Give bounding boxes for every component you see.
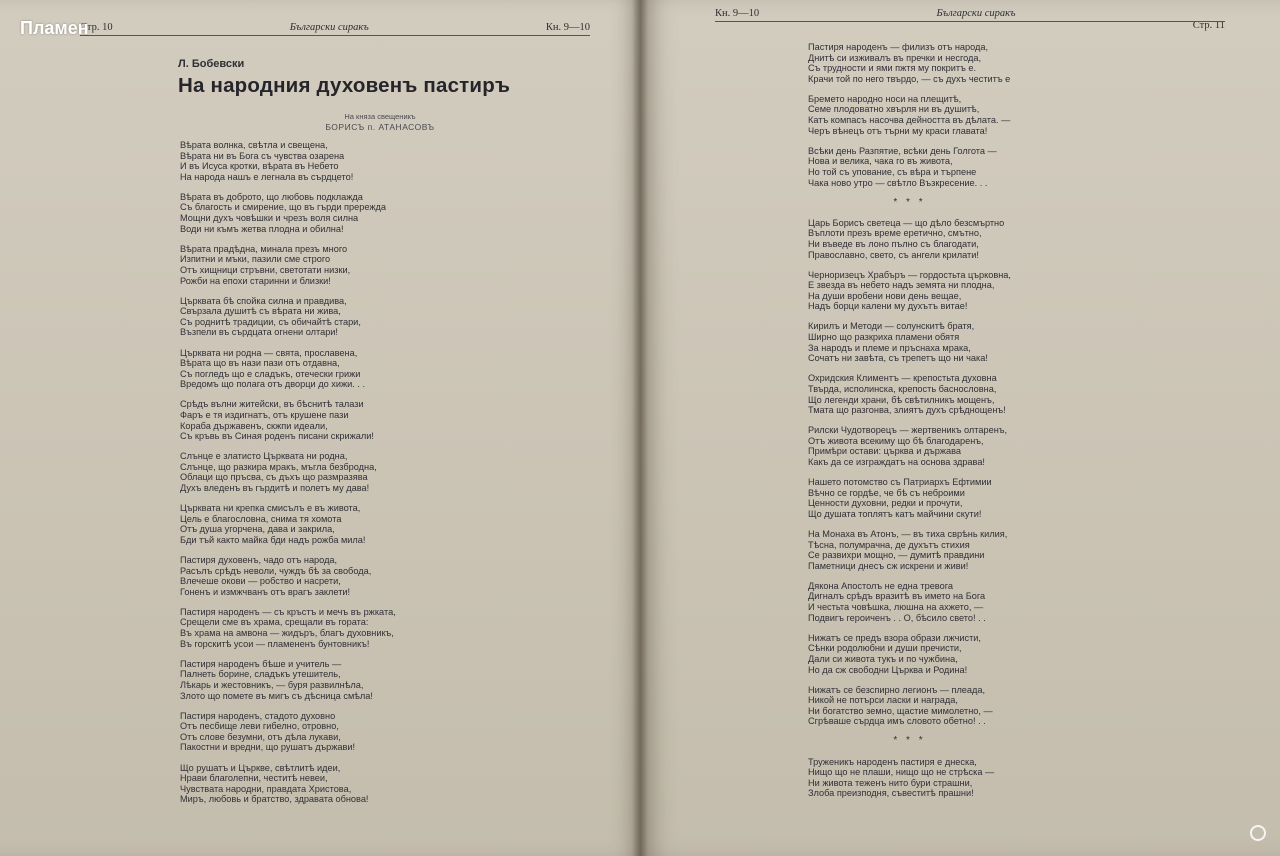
- poem-line: Нижатъ се предъ взора образи лжчисти,: [808, 632, 981, 643]
- watermark-logo: [1246, 818, 1266, 846]
- poem-line: Срѣдъ вълни житейски, въ бѣснитѣ талази: [180, 399, 364, 410]
- poem-line: Вѣчно се гордѣе, че бѣ съ неброими: [808, 487, 965, 498]
- poem-line: Подвигъ героиченъ . . О, бѣсило свето! . .: [808, 612, 986, 623]
- poem-text-left: [180, 140, 396, 814]
- poem-line: Изпитни и мъки, пазили сме строго: [180, 254, 331, 265]
- book-gutter: [632, 0, 648, 856]
- poem-stanza: [180, 451, 396, 493]
- poem-line: На души вробени нови день вещае,: [808, 290, 962, 301]
- poem-line: Що легенди храни, бѣ свѣтилникъ мощенъ,: [808, 394, 995, 405]
- poem-stanza: [808, 736, 1011, 747]
- poem-line: Кирилъ и Методи — солунскитѣ братя,: [808, 321, 975, 332]
- poem-line: Вѣрата що въ нази пази отъ отдавна,: [180, 358, 340, 369]
- poem-line: Крачи той по него твърдо, — съ духъ честитъ е: [808, 73, 1011, 84]
- poem-stanza: [808, 198, 1011, 209]
- poem-line: Паметници днесъ сж искрени и живи!: [808, 560, 969, 571]
- poem-line: Но той съ упование, съ вѣра и търпене: [808, 166, 977, 177]
- poem-line: Дали си живота тукъ и по чужбина,: [808, 653, 958, 664]
- poem-line: Твърда, исполинска, крепость баснословна,: [808, 383, 997, 394]
- poem-line: Съ благость и смирение, що въ гърди прережда: [180, 202, 386, 213]
- poem-line: Църквата ни родна — свята, прославена,: [180, 347, 358, 358]
- poem-line: Черъ вѣнецъ отъ търни му краси главата!: [808, 125, 988, 136]
- poem-line: Чувствата народни, правдата Христова,: [180, 783, 352, 794]
- running-title-right: Български сиракъ: [936, 8, 1016, 19]
- poem-line: * * *: [893, 196, 926, 208]
- poem-line: Се развихри мощно, — думитѣ правдини: [808, 550, 985, 561]
- poem-line: Всѣки день Разпятие, всѣки день Голгота —: [808, 145, 997, 156]
- poem-line: Отъ слове безумни, отъ дѣла лукави,: [180, 731, 341, 742]
- poem-line: Православно, свето, съ ангели крилати!: [808, 249, 979, 260]
- poem-line: Съ кръвь въ Синая роденъ писани скрижали!: [180, 431, 374, 442]
- poem-line: Цель е благословна, снима тя хомота: [180, 513, 342, 524]
- poem-stanza: [180, 711, 396, 753]
- poem-line: Нищо що не плаши, нищо що не стрѣска —: [808, 767, 995, 778]
- poem-line: Сѣнки родолюбни и души пречисти,: [808, 643, 962, 654]
- poem-line: Фаръ е тя издигнатъ, отъ крушене пази: [180, 409, 349, 420]
- poem-stanza: [808, 321, 1011, 363]
- poem-line: Катъ компасъ насочва дейността въ дѣлата. —: [808, 115, 1011, 126]
- poem-stanza: [808, 425, 1011, 467]
- poem-stanza: [180, 659, 396, 701]
- poem-line: Отъ душа угорчена, дава и закрила,: [180, 524, 335, 535]
- poem-line: И честьта човѣшка, люшна на ахжето, —: [808, 602, 984, 613]
- poem-line: Съ трудности и ями пжтя му покритъ е.: [808, 63, 977, 74]
- poem-line: Отъ живота всекиму що бѣ благодаренъ,: [808, 435, 984, 446]
- poem-line: Вѣрата въ доброто, що любовь подклажда: [180, 191, 363, 202]
- poem-line: Ни живота теженъ нито бури страшни,: [808, 777, 973, 788]
- poem-stanza: [808, 94, 1011, 136]
- poem-line: Тмата що разгонва, злиятъ духъ срѣднощенъ!: [808, 405, 1006, 416]
- poem-stanza: [808, 477, 1011, 519]
- poem-line: На народа нашъ е легнала въ сърдцето!: [180, 171, 354, 182]
- poem-line: Въ горскитѣ усои — пламененъ бунтовникъ!: [180, 638, 370, 649]
- poem-line: Отъ песбище леви гибелно, отровно,: [180, 721, 339, 732]
- poem-line: Семе плодоватно хвърля ни въ душитѣ,: [808, 104, 980, 115]
- poem-line: Пакостни и вредни, що рушатъ държави!: [180, 742, 356, 753]
- dedication: [320, 112, 440, 132]
- poem-line: Царь Борисъ светеца — що дѣло безсмъртно: [808, 217, 1005, 228]
- poem-line: Нова и велика, чака го въ живота,: [808, 156, 953, 167]
- right-page-header: [715, 8, 1225, 31]
- poem-line: Сочатъ ни завѣта, съ трепетъ що ни чака!: [808, 353, 988, 364]
- poem-line: Слънце, що разкира мракъ, мъгла безбродна,: [180, 461, 377, 472]
- poem-line: Нашето потомство съ Патриархъ Ефтимии: [808, 477, 992, 488]
- poem-line: Сгрѣваше сърдца имъ словото обетно! . .: [808, 716, 986, 727]
- dedication-line: На княза свещеникъ: [344, 112, 416, 121]
- poem-stanza: [808, 529, 1011, 571]
- poem-line: Дигналъ срѣдъ вразитѣ въ името на Бога: [808, 591, 986, 602]
- poem-line: Охридския Климентъ — крепостьта духовна: [808, 373, 997, 384]
- poem-stanza: [180, 555, 396, 597]
- poem-line: Рожби на епохи старинни и близки!: [180, 275, 331, 286]
- poem-stanza: [808, 218, 1011, 260]
- poem-line: Какъ да се изграждатъ на основа здрава!: [808, 457, 985, 467]
- poem-line: Ценности духовни, редки и прочути,: [808, 498, 963, 509]
- poem-stanza: [808, 270, 1011, 312]
- poem-line: Църквата бѣ спойка силна и правдива,: [180, 295, 347, 306]
- poem-line: Расълъ срѣдъ неволи, чуждъ бѣ за свобода,: [180, 565, 372, 576]
- poem-stanza: [180, 763, 396, 805]
- poem-stanza: [808, 146, 1011, 188]
- poem-line: Въ храма на амвона — жидъръ, благъ духовникъ,: [180, 628, 394, 639]
- poem-line: Е звезда въ небето надъ земята ни плодна,: [808, 280, 995, 291]
- poem-line: Надъ борци калени му духътъ витае!: [808, 301, 968, 312]
- poem-author: Л. Бобевски: [178, 58, 245, 70]
- poem-stanza: [180, 140, 396, 182]
- poem-line: Вредомъ що полага отъ дворци до хижи. . .: [180, 379, 366, 390]
- poem-line: Що душата топлятъ катъ майчини скути!: [808, 508, 982, 519]
- poem-line: За народъ и племе и пръснаха мрака,: [808, 342, 971, 353]
- poem-line: Кораба държавенъ, скжпи идеали,: [180, 420, 328, 431]
- poem-line: Що рушатъ и Църкве, свѣтлитѣ идеи,: [180, 762, 341, 773]
- header-rule-left: [80, 35, 590, 36]
- poem-title: На народния духовенъ пастиръ: [178, 74, 511, 97]
- poem-line: Възпели въ сърдцата огнени олтари!: [180, 327, 338, 338]
- poem-stanza: [180, 244, 396, 286]
- poem-line: Тѣсна, полумрачна, де духътъ стихия: [808, 539, 970, 550]
- poem-line: Пастиря народенъ бѣше и учитель —: [180, 658, 342, 669]
- left-page-header: [80, 22, 590, 33]
- poem-stanza: [808, 373, 1011, 415]
- poem-line: Облаци що пръсва, съ дъхъ що размразява: [180, 472, 368, 483]
- poem-line: Срещели сме въ храма, срещали въ гората:: [180, 617, 369, 628]
- poem-line: Съ погледъ що е сладъкъ, отечески грижи: [180, 368, 361, 379]
- poem-line: Ни въведе въ лоно пълно съ благодати,: [808, 238, 979, 249]
- poem-stanza: [808, 581, 1011, 623]
- poem-line: Но да сж свободни Църква и Родина!: [808, 664, 968, 675]
- poem-line: Никой не потърси ласки и награда,: [808, 695, 958, 706]
- running-title-left: Български сиракъ: [289, 22, 369, 33]
- poem-line: Пастиря духовенъ, чадо отъ народа,: [180, 555, 338, 565]
- poem-stanza: [180, 192, 396, 234]
- poem-line: Отъ хищници стръвни, светотати низки,: [180, 264, 351, 275]
- right-page: [640, 0, 1280, 856]
- poem-line: Лѣкарь и жестовникъ, — буря развилнѣла,: [180, 679, 364, 690]
- poem-line: Гоненъ и измжчванъ отъ врагъ заклети!: [180, 586, 351, 597]
- poem-stanza: [808, 42, 1011, 84]
- poem-line: Рилски Чудотворецъ — жертвеникъ олтаренъ,: [808, 425, 1008, 436]
- poem-line: Мощни духъ човѣшки и чрезъ воля силна: [180, 213, 359, 224]
- poem-stanza: [180, 348, 396, 390]
- poem-line: Пастиря народенъ — филизъ отъ народа,: [808, 42, 989, 52]
- poem-text-right: [808, 42, 1011, 808]
- poem-stanza: [180, 607, 396, 649]
- poem-line: Вѣрата волнка, свѣтла и свещена,: [180, 140, 328, 150]
- poem-stanza: [808, 685, 1011, 727]
- poem-line: Пастиря народенъ, стадото духовно: [180, 710, 336, 721]
- poem-line: Труженикъ народенъ пастиря е днеска,: [808, 756, 977, 767]
- poem-stanza: [808, 757, 1011, 799]
- poem-line: Злото що помете въ мигъ съ дѣсница смѣла!: [180, 690, 373, 701]
- dedication-name: БОРИСЪ п. АТАНАСОВЪ: [325, 122, 435, 132]
- poem-line: Църквата ни крепка смисълъ е въ живота,: [180, 503, 361, 514]
- site-logo: Пламен: [20, 18, 89, 38]
- poem-stanza: [180, 503, 396, 545]
- poem-line: Води ни къмъ жетва плодна и обилна!: [180, 223, 344, 234]
- poem-line: Бремето народно носи на плещитѣ,: [808, 93, 962, 104]
- poem-line: Черноризецъ Храбъръ — гордостьта църковна,: [808, 269, 1011, 280]
- poem-line: Чака ново утро — свѣтло Възкресение. . .: [808, 177, 988, 188]
- poem-line: Слънце е златисто Църквата ни родна,: [180, 451, 348, 462]
- poem-line: Въплоти презъ време еретично, смътно,: [808, 228, 982, 239]
- poem-line: Днитѣ си изживалъ въ пречки и несгода,: [808, 52, 982, 63]
- poem-line: Примѣри остави: църква и държава: [808, 446, 962, 457]
- poem-line: Палнеть борине, сладъкъ утешитель,: [180, 669, 341, 680]
- poem-line: Ни богатство земно, щастие мимолетно, —: [808, 705, 993, 716]
- page-number-left: Стр. 10: [80, 22, 113, 33]
- poem-line: Влечеше окови — робство и насрети,: [180, 576, 341, 587]
- poem-line: Миръ, любовь и братство, здравата обнова!: [180, 794, 369, 805]
- poem-stanza: [180, 296, 396, 338]
- poem-line: Нрави благолепни, честитѣ невеи,: [180, 773, 328, 784]
- poem-line: На Монаха въ Атонъ, — въ тиха сврѣнь килия,: [808, 528, 1008, 539]
- poem-stanza: [180, 399, 396, 441]
- poem-line: Пастиря народенъ — съ кръстъ и мечъ въ ржката,: [180, 606, 396, 617]
- poem-line: Вѣрата прадѣдна, минала презъ много: [180, 243, 348, 254]
- issue-number-left: Кн. 9—10: [545, 22, 590, 33]
- poem-line: Свързала душитѣ съ вѣрата ни жива,: [180, 306, 341, 317]
- poem-line: Злоба преизподня, съвеститѣ прашни!: [808, 788, 974, 799]
- poem-line: Дякона Апостолъ не една тревога: [808, 580, 953, 591]
- poem-line: Бди тъй както майка бди надъ рожба мила!: [180, 534, 366, 545]
- poem-line: Нижатъ се безспирно легионъ — плеада,: [808, 684, 986, 695]
- page-number-right: Стр. 11: [1192, 20, 1225, 31]
- poem-stanza: [808, 633, 1011, 675]
- issue-number-right: Кн. 9—10: [715, 8, 760, 19]
- poem-line: И въ Исуса кротки, вѣрата въ Небето: [180, 161, 339, 172]
- poem-line: Съ роднитѣ традиции, съ обичайтѣ стари,: [180, 316, 361, 327]
- header-rule-right: [715, 21, 1225, 22]
- poem-line: Вѣрата ни въ Бога съ чувства озарена: [180, 150, 345, 161]
- poem-line: Ширно що разкриха пламени обятя: [808, 332, 960, 343]
- poem-line: * * *: [893, 735, 926, 747]
- poem-line: Духъ вледенъ въ гърдитѣ и полетъ му дава!: [180, 483, 370, 494]
